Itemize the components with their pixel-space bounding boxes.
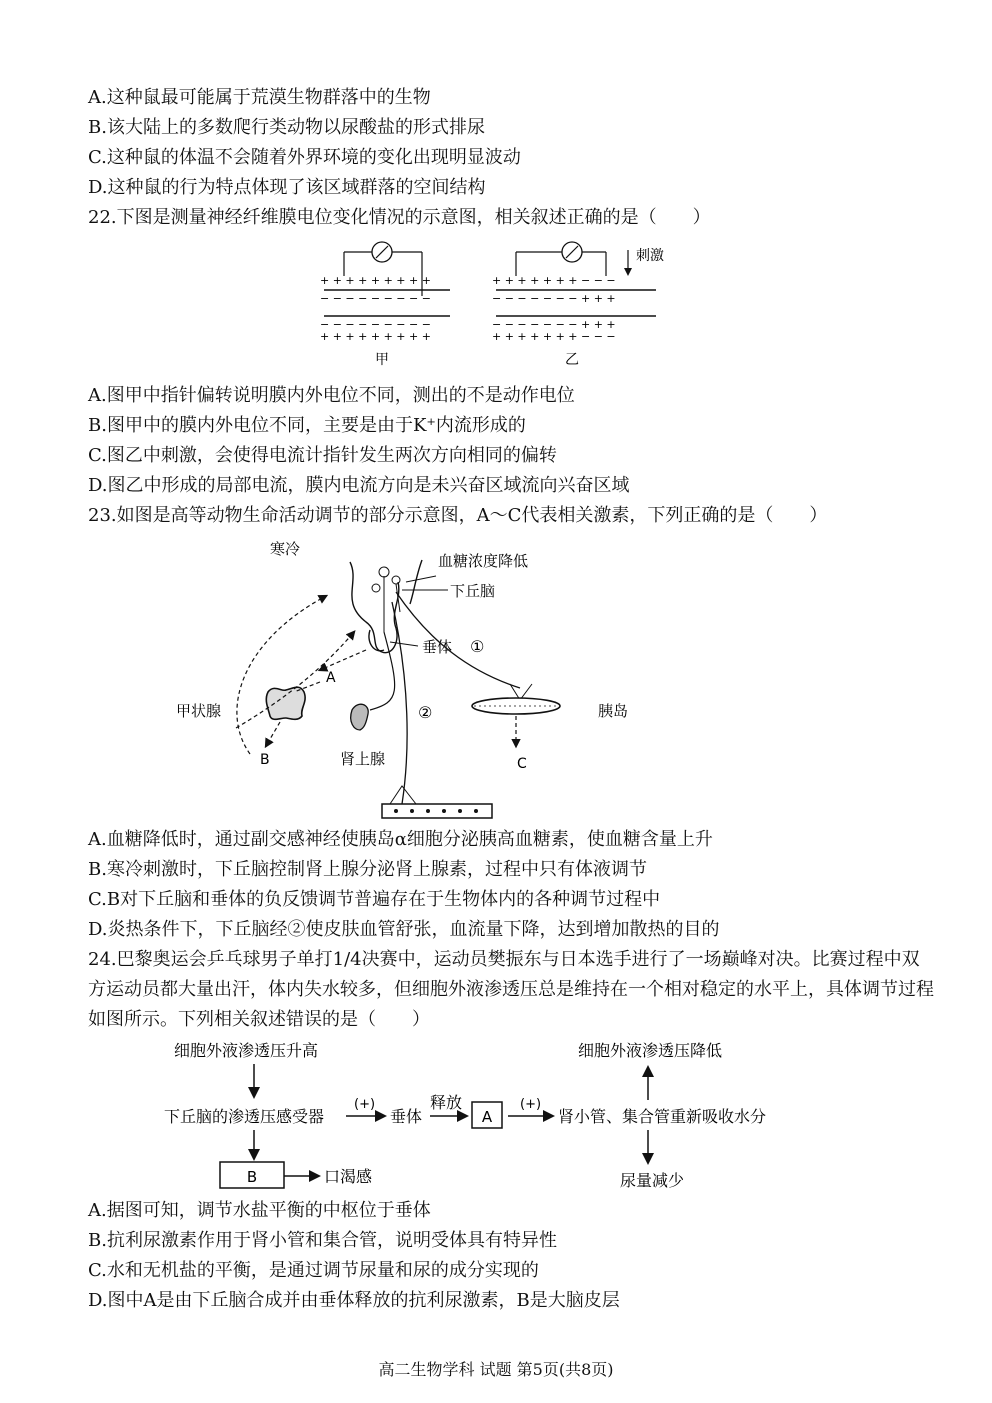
q23-stem: 23.如图是高等动物生命活动调节的部分示意图，A～C代表相关激素，下列正确的是（ ） [88, 505, 828, 526]
svg-text:+ + + + + + + − − −: + + + + + + + − − − [492, 330, 616, 343]
svg-text:①: ① [470, 637, 485, 656]
svg-text:肾上腺: 肾上腺 [340, 750, 386, 768]
q22-figure [310, 236, 690, 370]
svg-text:细胞外液渗透压升高: 细胞外液渗透压升高 [174, 1041, 319, 1060]
q22-stem: 22.下图是测量神经纤维膜电位变化情况的示意图，相关叙述正确的是（ ） [88, 207, 711, 228]
q23-option-a: A.血糖降低时，通过副交感神经使胰岛α细胞分泌胰高血糖素，使血糖含量上升 [88, 829, 713, 850]
q22-option-a: A.图甲中指针偏转说明膜内外电位不同，测出的不是动作电位 [88, 385, 575, 406]
svg-text:− − − − − − − + + +: − − − − − − − + + + [492, 292, 616, 305]
q24-figure [150, 1034, 800, 1196]
svg-text:血糖浓度降低: 血糖浓度降低 [438, 552, 529, 570]
q21-option-a: A.这种鼠最可能属于荒漠生物群落中的生物 [88, 87, 431, 108]
q22-option-b: B.图甲中的膜内外电位不同，主要是由于K⁺内流形成的 [88, 415, 526, 436]
svg-text:垂体: 垂体 [390, 1107, 423, 1126]
svg-text:C: C [517, 756, 527, 772]
svg-text:A: A [326, 670, 336, 686]
q24-option-a: A.据图可知，调节水盐平衡的中枢位于垂体 [88, 1200, 431, 1221]
svg-text:− − − − − − − + + +: − − − − − − − + + + [492, 318, 616, 331]
q23-option-b: B.寒冷刺激时，下丘脑控制肾上腺分泌肾上腺素，过程中只有体液调节 [88, 859, 647, 880]
svg-text:刺激: 刺激 [636, 248, 664, 264]
q24-stem: 24.巴黎奥运会乒乓球男子单打1/4决赛中，运动员樊振东与日本选手进行了一场巅峰对决。比赛过程中双方运动员都大量出汗，体内失水较多，但细胞外液渗透压总是维持在一个相对稳定的水平上，具体调节过程如图所示。下列相关叙述错误的是（ ） [88, 949, 934, 1030]
svg-text:寒冷: 寒冷 [270, 540, 301, 558]
svg-text:甲: 甲 [375, 352, 389, 368]
svg-text:A: A [481, 1108, 493, 1126]
q24-option-d: D.图中A是由下丘脑合成并由垂体释放的抗利尿激素，B是大脑皮层 [88, 1290, 620, 1311]
svg-text:尿量减少: 尿量减少 [620, 1171, 685, 1190]
svg-text:− − − − − − − − −: − − − − − − − − − [320, 292, 431, 305]
svg-text:下丘脑的渗透压感受器: 下丘脑的渗透压感受器 [164, 1107, 325, 1126]
q23-option-d: D.炎热条件下，下丘脑经②使皮肤血管舒张，血流量下降，达到增加散热的目的 [88, 919, 720, 940]
svg-text:(+): (+) [520, 1097, 542, 1112]
svg-text:+ + + + + + + + +: + + + + + + + + + [320, 274, 431, 287]
q24-option-b: B.抗利尿激素作用于肾小管和集合管，说明受体具有特异性 [88, 1230, 557, 1251]
svg-text:(+): (+) [354, 1097, 376, 1112]
svg-text:− − − − − − − − −: − − − − − − − − − [320, 318, 431, 331]
svg-text:B: B [246, 1168, 258, 1186]
q23-option-c: C.B对下丘脑和垂体的负反馈调节普遍存在于生物体内的各种调节过程中 [88, 889, 661, 910]
svg-text:B: B [260, 752, 270, 768]
q21-option-c: C.这种鼠的体温不会随着外界环境的变化出现明显波动 [88, 147, 521, 168]
svg-text:+ + + + + + + − − −: + + + + + + + − − − [492, 274, 616, 287]
svg-text:②: ② [418, 703, 433, 722]
svg-text:甲状腺: 甲状腺 [176, 702, 222, 720]
svg-text:释放: 释放 [430, 1093, 463, 1112]
jia-diagram [320, 242, 450, 368]
svg-text:下丘脑: 下丘脑 [450, 582, 496, 600]
svg-text:口渴感: 口渴感 [324, 1167, 373, 1186]
yi-diagram [492, 242, 664, 368]
svg-text:垂体: 垂体 [422, 638, 453, 656]
q21-option-d: D.这种鼠的行为特点体现了该区域群落的空间结构 [88, 177, 486, 198]
svg-text:肾小管、集合管重新吸收水分: 肾小管、集合管重新吸收水分 [558, 1107, 767, 1126]
svg-text:乙: 乙 [565, 352, 579, 368]
svg-text:细胞外液渗透压降低: 细胞外液渗透压降低 [578, 1041, 723, 1060]
q23-figure [170, 532, 650, 824]
q24-option-c: C.水和无机盐的平衡，是通过调节尿量和尿的成分实现的 [88, 1260, 539, 1281]
q22-option-c: C.图乙中刺激，会使得电流计指针发生两次方向相同的偏转 [88, 445, 557, 466]
q22-option-d: D.图乙中形成的局部电流，膜内电流方向是未兴奋区域流向兴奋区域 [88, 475, 630, 496]
q21-option-b: B.该大陆上的多数爬行类动物以尿酸盐的形式排尿 [88, 117, 485, 138]
svg-text:+ + + + + + + + +: + + + + + + + + + [320, 330, 431, 343]
svg-text:胰岛: 胰岛 [598, 702, 629, 720]
page-footer: 高二生物学科 试题 第5页(共8页) [378, 1360, 614, 1379]
